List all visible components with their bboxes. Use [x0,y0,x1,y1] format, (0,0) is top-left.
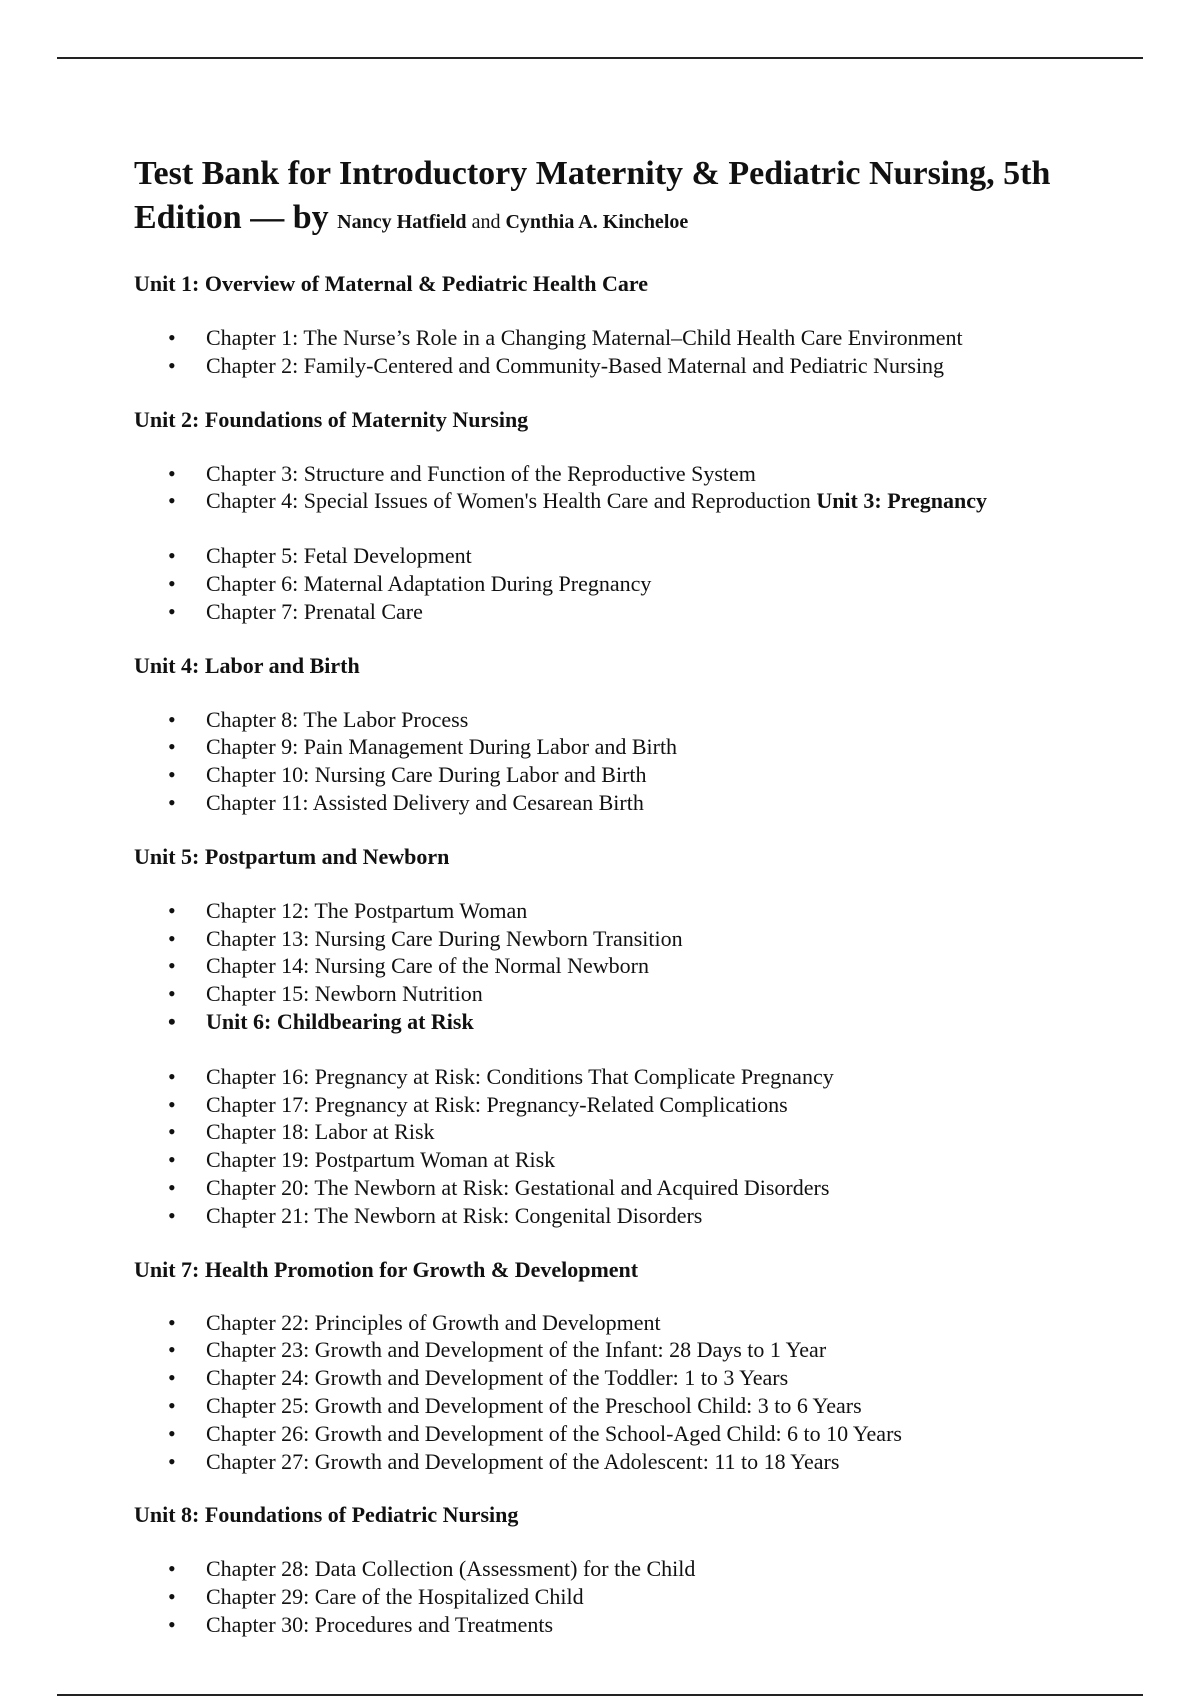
list-item: • Chapter 25: Growth and Development of the Preschool Child: 3 to 6 Years [134,1392,1134,1420]
list-item: • Chapter 2: Family-Centered and Community-Based Maternal and Pediatric Nursing [134,352,1134,380]
list-item [134,487,1134,515]
list-item: • Chapter 9: Pain Management During Labor and Birth [134,733,1134,761]
top-rule [57,57,1143,59]
list-item: • Chapter 17: Pregnancy at Risk: Pregnancy-Related Complications [134,1091,1134,1119]
unit-heading: Unit 7: Health Promotion for Growth & Development [134,1256,639,1282]
title-authors [337,211,688,233]
list-item: • Chapter 10: Nursing Care During Labor and Birth [134,761,1134,789]
list-item: • Chapter 24: Growth and Development of the Toddler: 1 to 3 Years [134,1364,1134,1392]
document-title [134,152,1134,244]
unit-heading: Unit 5: Postpartum and Newborn [134,843,450,869]
chapter-list [134,460,1134,516]
list-item: • Chapter 13: Nursing Care During Newborn Transition [134,925,1134,953]
list-item: • Chapter 19: Postpartum Woman at Risk [134,1146,1134,1174]
list-item: • Chapter 30: Procedures and Treatments [134,1611,1134,1639]
list-item: • Chapter 29: Care of the Hospitalized Child [134,1583,1134,1611]
list-item: • Chapter 1: The Nurse’s Role in a Changing Maternal–Child Health Care Environment [134,324,1134,352]
list-item: • Chapter 14: Nursing Care of the Normal Newborn [134,952,1134,980]
list-item: • Chapter 16: Pregnancy at Risk: Conditions That Complicate Pregnancy [134,1063,1134,1091]
unit-heading: Unit 4: Labor and Birth [134,652,360,678]
list-item: • Chapter 3: Structure and Function of the Reproductive System [134,460,1134,488]
list-item: • Chapter 8: The Labor Process [134,706,1134,734]
chapter-list [134,324,1134,380]
chapter-list [134,897,1134,1036]
list-item: • Chapter 21: The Newborn at Risk: Congenital Disorders [134,1202,1134,1230]
chapter-list [134,1063,1134,1230]
list-item: • Chapter 26: Growth and Development of the School-Aged Child: 6 to 10 Years [134,1420,1134,1448]
list-item: • Chapter 6: Maternal Adaptation During Pregnancy [134,570,1134,598]
list-item: • Chapter 5: Fetal Development [134,542,1134,570]
chapter-list [134,1555,1134,1638]
author-2: Cynthia A. Kincheloe [505,211,689,233]
unit-heading-inline: Unit 3: Pregnancy [816,488,988,514]
list-item-unit-heading: • Unit 6: Childbearing at Risk [134,1008,1134,1036]
document-body [134,152,1134,1639]
chapter-list [134,542,1134,625]
unit-heading: Unit 2: Foundations of Maternity Nursing [134,406,529,432]
list-item: • Chapter 18: Labor at Risk [134,1118,1134,1146]
list-item: • Chapter 15: Newborn Nutrition [134,980,1134,1008]
chapter-list [134,1309,1134,1476]
title-main: Test Bank for Introductory Maternity & Pediatric Nursing, 5th Edition — by [134,155,1051,236]
list-item: • Chapter 23: Growth and Development of the Infant: 28 Days to 1 Year [134,1336,1134,1364]
list-item: • Chapter 7: Prenatal Care [134,598,1134,626]
unit-heading: Unit 8: Foundations of Pediatric Nursing [134,1502,519,1528]
chapter-list [134,706,1134,817]
unit-heading: Unit 1: Overview of Maternal & Pediatric Health Care [134,271,649,296]
list-item: • Chapter 28: Data Collection (Assessment) for the Child [134,1555,1134,1583]
author-1: Nancy Hatfield [337,211,467,233]
author-conjunction: and [471,211,501,233]
list-item-text: Chapter 4: Special Issues of Women's Health Care and Reproduction [206,488,811,514]
list-item: • Chapter 20: The Newborn at Risk: Gestational and Acquired Disorders [134,1174,1134,1202]
list-item: • Chapter 27: Growth and Development of the Adolescent: 11 to 18 Years [134,1448,1134,1476]
list-item: • Chapter 11: Assisted Delivery and Cesarean Birth [134,789,1134,817]
list-item: • Chapter 22: Principles of Growth and Development [134,1309,1134,1337]
bottom-rule [57,1694,1143,1696]
list-item: • Chapter 12: The Postpartum Woman [134,897,1134,925]
